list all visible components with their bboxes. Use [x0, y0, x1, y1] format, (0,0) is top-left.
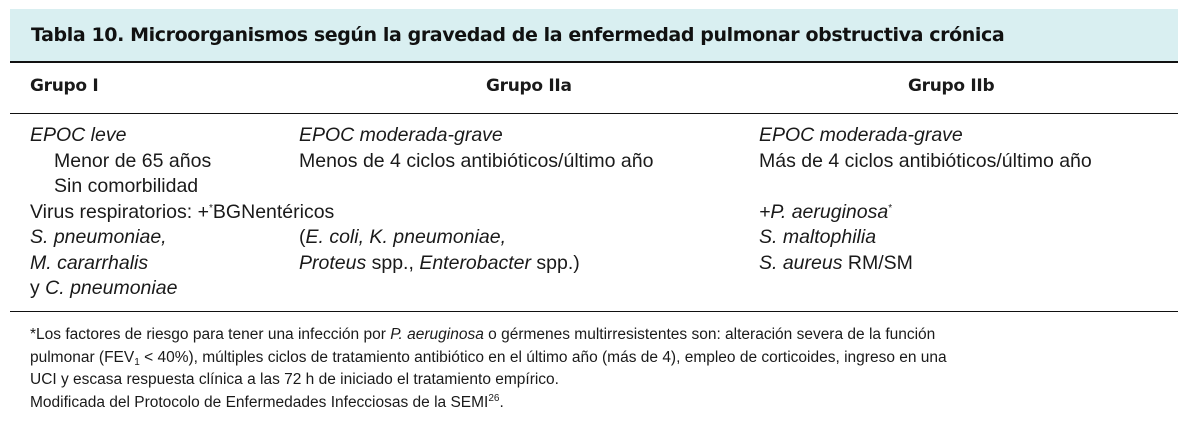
table-footnotes — [30, 324, 1175, 414]
group1-connector: y — [30, 277, 46, 299]
group1-criterion-comorbidity: Sin comorbilidad — [54, 175, 199, 197]
group2b-severity: EPOC moderada-grave — [759, 124, 963, 146]
group1-organism-2: M. cararrhalis — [30, 251, 149, 274]
group2b-cell — [759, 123, 1092, 276]
source-reference: 26 — [488, 392, 500, 404]
footnote-subscript: 1 — [134, 356, 140, 368]
group2a-criteria: Menos de 4 ciclos antibióticos/último año — [299, 149, 654, 172]
group2b-criteria: Más de 4 ciclos antibióticos/último año — [759, 149, 1092, 172]
top-rule — [10, 61, 1178, 63]
group2a-organisms-line1 — [299, 225, 580, 251]
table-title: Tabla 10. Microorganismos según la gravedad de la enfermedad pulmonar obstructiva crónica — [31, 24, 1005, 46]
group2a-enterobacter: Enterobacter — [419, 251, 531, 274]
group2a-severity: EPOC moderada-grave — [299, 124, 503, 146]
group1-criterion-age: Menor de 65 años — [54, 149, 212, 172]
group2b-organism-1: +P. aeruginosa — [759, 200, 889, 223]
group2b-spacer — [759, 174, 1092, 200]
source-note — [30, 392, 1175, 415]
group2a-bgn-line: entéricos — [255, 200, 335, 223]
bottom-rule — [10, 311, 1178, 312]
group1-virus-prefix: Virus respiratorios: + — [30, 200, 210, 223]
group2a-spacer — [299, 174, 653, 200]
group1-bgn: BGN — [212, 200, 256, 223]
group2b-organism-3-line — [759, 251, 1092, 277]
group2a-spp-1: spp., — [366, 251, 420, 274]
group2b-organism-3: S. aureus — [759, 251, 843, 274]
source-text: Modificada del Protocolo de Enfermedades Infecciosas de la SEMI — [30, 393, 489, 411]
footnote-p-aeruginosa: P. aeruginosa — [390, 326, 484, 343]
header-grupo-iia: Grupo IIa — [486, 76, 572, 96]
footnote-line-1 — [30, 324, 1175, 347]
group2a-cell — [299, 123, 653, 200]
group1-asterisk: * — [209, 202, 213, 214]
group2b-organism-3-suffix: RM/SM — [842, 251, 913, 274]
footnote-text: pulmonar (FEV — [30, 348, 135, 366]
group2a-open-paren: ( — [299, 226, 306, 248]
group2b-asterisk: * — [888, 202, 893, 214]
group1-cell — [30, 123, 255, 302]
footnote-text: o gérmenes multirresistentes son: alteración severa de la función — [483, 326, 936, 343]
footnote-line-2 — [30, 347, 1175, 370]
group2b-organism-2: S. maltophilia — [759, 226, 877, 248]
group1-organism-1: S. pneumoniae, — [30, 226, 167, 248]
group1-organism-3: C. pneumoniae — [45, 277, 178, 299]
group2a-organisms-line2 — [299, 251, 580, 277]
group1-organism-3-line — [30, 276, 255, 302]
footnote-marker: * — [30, 326, 37, 343]
header-grupo-i: Grupo I — [30, 76, 99, 96]
footnote-text: Los factores de riesgo para tener una infección por — [36, 326, 391, 343]
group2a-ecoli-kpneumoniae: E. coli, K. pneumoniae, — [305, 226, 507, 248]
group2a-organisms — [299, 225, 580, 276]
group1-severity: EPOC leve — [30, 124, 127, 146]
header-rule — [10, 113, 1178, 114]
footnote-line-3: UCI y escasa respuesta clínica a las 72 h de iniciado el tratamiento empírico. — [30, 371, 559, 388]
header-grupo-iib: Grupo IIb — [908, 76, 995, 96]
group2a-spp-2: spp.) — [530, 251, 580, 274]
group1-virus-line — [30, 200, 255, 226]
source-end: . — [499, 393, 504, 411]
group2a-proteus: Proteus — [299, 251, 367, 274]
table-title-bar — [10, 9, 1178, 61]
group2b-organism-1-line — [759, 200, 1092, 226]
footnote-text: < 40%), múltiples ciclos de tratamiento antibiótico en el último año (más de 4), empleo de corticoides, ingreso en una — [139, 348, 947, 366]
